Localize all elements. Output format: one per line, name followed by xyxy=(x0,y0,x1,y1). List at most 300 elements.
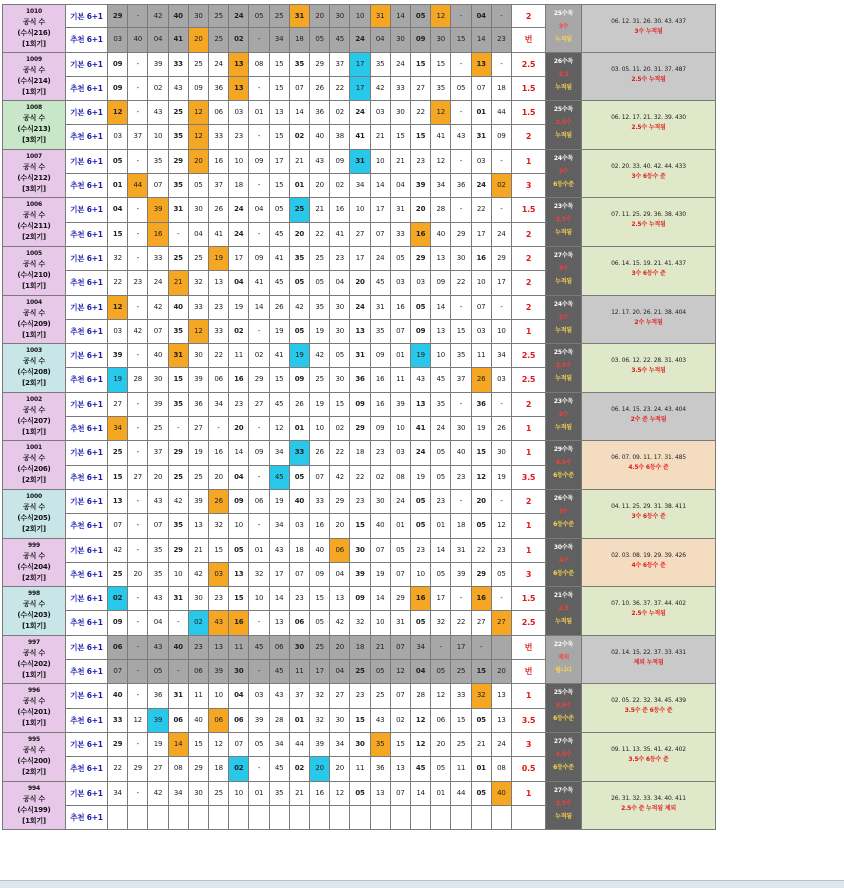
number-cell: 30 xyxy=(189,587,209,611)
number-cell: 36 xyxy=(472,393,492,417)
number-cell: 31 xyxy=(169,587,189,611)
summary-line: 27수독 xyxy=(553,738,574,745)
number-cell: 05 xyxy=(229,539,249,563)
number-cell: 15 xyxy=(209,539,229,563)
number-cell: 25 xyxy=(371,684,391,708)
number-cell: 35 xyxy=(148,150,168,174)
number-cell: 04 xyxy=(108,198,128,222)
number-cell: - xyxy=(492,393,512,417)
number-cell: 07 xyxy=(148,514,168,538)
number-cell: 37 xyxy=(128,125,148,149)
row-kind-label: 추천 6+1 xyxy=(66,514,108,538)
number-cell: 31 xyxy=(350,344,370,368)
number-cell: 03 xyxy=(229,101,249,125)
summary-line: 제외 xyxy=(557,653,570,661)
number-cell: 07 xyxy=(290,77,310,101)
number-cell: 18 xyxy=(290,28,310,52)
number-cell: 43 xyxy=(270,684,290,708)
winning-numbers: 06. 07. 09. 11. 17. 31. 485 xyxy=(611,454,686,462)
summary-cell xyxy=(546,101,582,150)
number-cell: 18 xyxy=(492,77,512,101)
draw-block xyxy=(2,393,840,442)
row-kind-label: 추천 6+1 xyxy=(66,466,108,490)
score-cell: 0.5 xyxy=(512,757,546,781)
formula-label: 공식 수 xyxy=(23,308,45,317)
note-cell xyxy=(582,441,716,490)
number-cell: 29 xyxy=(492,247,512,271)
draw-sub: (수식206) xyxy=(17,465,51,474)
winning-numbers: 03. 06. 12. 22. 28. 31. 403 xyxy=(611,357,686,365)
note-cell xyxy=(582,733,716,782)
number-cell: - xyxy=(128,441,148,465)
number-cell: 19 xyxy=(492,466,512,490)
number-cell: 14 xyxy=(411,782,431,806)
number-cell: 02 xyxy=(148,77,168,101)
number-cell: 09 xyxy=(310,563,330,587)
draw-id: 1003 xyxy=(26,347,42,355)
number-cell: 27 xyxy=(330,684,350,708)
number-cell: 43 xyxy=(148,587,168,611)
row-kind-label: 추천 6+1 xyxy=(66,806,108,830)
draw-id: 1006 xyxy=(26,201,42,209)
number-cell: - xyxy=(492,4,512,28)
number-cell: 10 xyxy=(350,198,370,222)
number-cell: 12 xyxy=(431,150,451,174)
score-cell: 2 xyxy=(512,247,546,271)
number-cell: 03 xyxy=(391,441,411,465)
number-cell: 17 xyxy=(270,150,290,174)
result-text: 3수 6등수 준 xyxy=(631,270,666,277)
number-cell: 34 xyxy=(270,514,290,538)
number-cell: 26 xyxy=(492,417,512,441)
score-cell: 번 xyxy=(512,636,546,660)
number-cell: 35 xyxy=(148,539,168,563)
note-cell xyxy=(582,782,716,831)
number-cell: 25 xyxy=(169,247,189,271)
number-cell: 09 xyxy=(350,587,370,611)
number-cell: 01 xyxy=(431,514,451,538)
formula-label: 공식 수 xyxy=(23,405,45,414)
formula-label: 공식 수 xyxy=(23,746,45,754)
number-cell: 02 xyxy=(391,709,411,733)
draw-id: 1000 xyxy=(26,493,42,500)
number-cell: - xyxy=(128,393,148,417)
number-cell: 31 xyxy=(472,125,492,149)
note-cell xyxy=(582,4,716,53)
summary-line: 3.5수 xyxy=(555,362,572,370)
number-cell: 30 xyxy=(189,344,209,368)
draw-id: 1002 xyxy=(26,395,42,403)
row-kind-label: 추천 6+1 xyxy=(66,709,108,733)
number-cell: 15 xyxy=(169,368,189,392)
number-cell: 34 xyxy=(108,782,128,806)
result-text: 2수 준 누적됨 xyxy=(630,415,667,423)
number-cell: 04 xyxy=(229,684,249,708)
number-cell: 35 xyxy=(148,563,168,587)
note-cell xyxy=(582,539,716,588)
number-cell: 44 xyxy=(451,782,471,806)
number-cell: 05 xyxy=(310,611,330,635)
number-cell: 15 xyxy=(472,441,492,465)
number-cell: 11 xyxy=(229,344,249,368)
number-cell: 07 xyxy=(148,174,168,198)
summary-line: 2.5수 xyxy=(555,119,572,127)
number-cell: 35 xyxy=(290,53,310,77)
draw-tag: [1회기] xyxy=(22,622,46,631)
number-cell: 23 xyxy=(350,684,370,708)
number-cell: 08 xyxy=(169,757,189,781)
number-cell: 25 xyxy=(270,4,290,28)
number-cell: 12 xyxy=(431,101,451,125)
number-cell: 35 xyxy=(169,514,189,538)
number-cell: 33 xyxy=(391,77,411,101)
number-cell: 40 xyxy=(128,28,148,52)
note-cell xyxy=(582,684,716,733)
winning-numbers: 02. 14. 15. 22. 37. 33. 431 xyxy=(611,648,686,656)
number-cell: 23 xyxy=(371,441,391,465)
number-cell: 17 xyxy=(270,563,290,587)
number-cell: 24 xyxy=(350,101,370,125)
number-cell: 02 xyxy=(189,611,209,635)
number-cell: - xyxy=(128,150,148,174)
result-text: 3.5수 누적됨 xyxy=(631,367,666,375)
number-cell: 33 xyxy=(310,490,330,514)
number-cell: 25 xyxy=(169,466,189,490)
number-cell: 30 xyxy=(350,539,370,563)
summary-line: 3수 xyxy=(558,508,569,515)
number-cell: 34 xyxy=(108,417,128,441)
result-text: 4수 6등수 준 xyxy=(631,561,666,569)
number-cell: 45 xyxy=(270,466,290,490)
score-cell: 1 xyxy=(512,320,546,344)
number-cell: 01 xyxy=(290,417,310,441)
number-cell: 21 xyxy=(290,150,310,174)
number-cell: 41 xyxy=(431,125,451,149)
number-cell: - xyxy=(128,198,148,222)
number-cell: 39 xyxy=(148,53,168,77)
number-cell: 07 xyxy=(391,320,411,344)
number-cell: 02 xyxy=(330,417,350,441)
number-cell xyxy=(108,806,128,830)
number-cell: 42 xyxy=(310,344,330,368)
number-cell: 10 xyxy=(492,320,512,344)
note-cell xyxy=(582,247,716,296)
draw-sub: (수식210) xyxy=(17,271,51,279)
number-cell: 18 xyxy=(229,174,249,198)
row-kind-label: 기본 6+1 xyxy=(66,441,108,465)
number-cell: 12 xyxy=(431,4,451,28)
number-cell: 25 xyxy=(108,563,128,587)
number-cell: 30 xyxy=(290,636,310,660)
draw-tag: [2회기] xyxy=(22,768,46,776)
number-cell: 25 xyxy=(189,466,209,490)
number-cell: 36 xyxy=(310,101,330,125)
number-cell: 26 xyxy=(310,441,330,465)
number-cell: 12 xyxy=(391,660,411,684)
number-cell: 03 xyxy=(209,563,229,587)
number-cell: 21 xyxy=(290,782,310,806)
row-kind-label: 추천 6+1 xyxy=(66,77,108,101)
number-cell: 15 xyxy=(270,53,290,77)
score-cell: 1 xyxy=(512,150,546,174)
number-cell: 02 xyxy=(249,344,269,368)
number-cell: 35 xyxy=(310,296,330,320)
draw-block xyxy=(2,441,840,490)
number-cell: 18 xyxy=(209,757,229,781)
draw-id: 1005 xyxy=(26,250,42,257)
number-cell: 30 xyxy=(350,733,370,757)
number-cell: 45 xyxy=(270,393,290,417)
winning-numbers: 04. 11. 25. 29. 31. 38. 411 xyxy=(611,503,686,510)
number-cell: 18 xyxy=(451,514,471,538)
number-cell: - xyxy=(128,417,148,441)
number-cell: 17 xyxy=(350,247,370,271)
result-text: 2.5수 누적됨 xyxy=(631,124,666,132)
number-cell: 05 xyxy=(391,539,411,563)
number-cell: 23 xyxy=(229,125,249,149)
number-cell: 41 xyxy=(270,344,290,368)
summary-line: 2.5 xyxy=(558,70,569,78)
summary-line: 누적됨 xyxy=(555,132,572,140)
summary-line: 2.5수 xyxy=(555,799,572,807)
number-cell: 05 xyxy=(472,709,492,733)
number-cell: 05 xyxy=(350,782,370,806)
number-cell: - xyxy=(451,393,471,417)
number-cell: - xyxy=(249,417,269,441)
number-cell: 19 xyxy=(411,344,431,368)
score-cell: 2.5 xyxy=(512,344,546,368)
number-cell: 11 xyxy=(189,684,209,708)
number-cell: 16 xyxy=(371,393,391,417)
number-cell: 06 xyxy=(270,636,290,660)
result-text: 3.5수 준 6등수 준 xyxy=(624,707,673,715)
number-cell: 40 xyxy=(169,4,189,28)
number-cell: 02 xyxy=(330,101,350,125)
number-cell: 03 xyxy=(492,368,512,392)
summary-cell xyxy=(546,490,582,539)
number-cell: 25 xyxy=(108,441,128,465)
winning-numbers: 06. 14. 15. 23. 24. 43. 404 xyxy=(611,405,686,413)
number-cell: 35 xyxy=(371,53,391,77)
number-cell: - xyxy=(492,150,512,174)
number-cell: 22 xyxy=(411,101,431,125)
number-cell: 16 xyxy=(209,441,229,465)
number-cell: 15 xyxy=(270,174,290,198)
number-cell: 29 xyxy=(310,53,330,77)
number-cell: 32 xyxy=(310,684,330,708)
draw-block xyxy=(2,296,840,345)
number-cell: 24 xyxy=(209,53,229,77)
draw-sub: (수식209) xyxy=(17,319,51,328)
number-cell: 39 xyxy=(108,344,128,368)
number-cell: 16 xyxy=(371,368,391,392)
number-cell: 30 xyxy=(371,490,391,514)
summary-line: 누적됨 xyxy=(555,326,572,334)
draw-id: 999 xyxy=(28,541,40,549)
number-cell: 15 xyxy=(411,125,431,149)
summary-line: 25수독 xyxy=(553,349,574,357)
number-cell: 20 xyxy=(209,466,229,490)
number-cell: 01 xyxy=(108,174,128,198)
number-cell: 06 xyxy=(431,709,451,733)
number-cell: 15 xyxy=(411,53,431,77)
result-text: 2수 누적됨 xyxy=(634,318,663,326)
draw-tag: [1회기] xyxy=(22,282,46,290)
number-cell: 19 xyxy=(209,247,229,271)
draw-sub: (수식204) xyxy=(17,562,51,571)
draw-tag: [3회기] xyxy=(22,184,46,193)
note-cell xyxy=(582,587,716,636)
draw-tag: [1회기] xyxy=(22,719,46,728)
number-cell: 06 xyxy=(209,101,229,125)
number-cell: 21 xyxy=(169,271,189,295)
summary-cell xyxy=(546,344,582,393)
number-cell: 35 xyxy=(290,247,310,271)
number-cell: 13 xyxy=(209,636,229,660)
number-cell: 36 xyxy=(189,393,209,417)
number-cell: 10 xyxy=(229,514,249,538)
number-cell: 22 xyxy=(108,757,128,781)
number-cell: 24 xyxy=(371,247,391,271)
number-cell: 07 xyxy=(391,782,411,806)
number-cell: 05 xyxy=(148,660,168,684)
number-cell: 30 xyxy=(330,709,350,733)
number-cell: 11 xyxy=(472,344,492,368)
number-cell: 22 xyxy=(108,271,128,295)
number-cell: 05 xyxy=(249,733,269,757)
summary-cell xyxy=(546,539,582,588)
number-cell: - xyxy=(472,636,492,660)
number-cell: 07 xyxy=(472,296,492,320)
summary-cell xyxy=(546,782,582,831)
number-cell: 33 xyxy=(169,53,189,77)
number-cell: 05 xyxy=(431,466,451,490)
row-kind-label: 추천 6+1 xyxy=(66,174,108,198)
summary-line: 6등수준 xyxy=(553,715,574,723)
number-cell: 36 xyxy=(209,77,229,101)
number-cell: - xyxy=(249,514,269,538)
number-cell: 14 xyxy=(290,101,310,125)
number-cell: 34 xyxy=(350,174,370,198)
number-cell xyxy=(492,636,512,660)
number-cell: 13 xyxy=(270,611,290,635)
row-kind-label: 기본 6+1 xyxy=(66,344,108,368)
row-kind-label: 기본 6+1 xyxy=(66,587,108,611)
number-cell: 05 xyxy=(431,757,451,781)
number-cell: 41 xyxy=(209,223,229,247)
draw-tag: [1회기] xyxy=(22,670,46,679)
number-cell: - xyxy=(128,611,148,635)
draw-sub: (수식202) xyxy=(17,659,51,668)
number-cell: 31 xyxy=(371,296,391,320)
number-cell: 29 xyxy=(169,539,189,563)
number-cell: - xyxy=(128,296,148,320)
horizontal-scrollbar[interactable] xyxy=(0,880,844,888)
summary-line: 누적됨 xyxy=(555,83,572,91)
number-cell: 44 xyxy=(492,101,512,125)
number-cell: 20 xyxy=(492,660,512,684)
number-cell: 30 xyxy=(451,247,471,271)
formula-label: 공식 수 xyxy=(23,551,45,560)
number-cell: 25 xyxy=(189,247,209,271)
number-cell: 25 xyxy=(209,782,229,806)
number-cell: 05 xyxy=(249,4,269,28)
draw-sub: (수식212) xyxy=(17,173,51,182)
number-cell: 25 xyxy=(350,660,370,684)
number-cell: 25 xyxy=(310,247,330,271)
score-cell: 2.5 xyxy=(512,611,546,635)
number-cell: 28 xyxy=(431,198,451,222)
number-cell: 27 xyxy=(350,223,370,247)
number-cell: 35 xyxy=(431,393,451,417)
number-cell: 30 xyxy=(229,660,249,684)
number-cell: 16 xyxy=(229,611,249,635)
draw-block xyxy=(2,636,840,685)
number-cell: 20 xyxy=(189,150,209,174)
number-cell: 35 xyxy=(270,782,290,806)
number-cell: 12 xyxy=(108,101,128,125)
number-cell: 02 xyxy=(108,587,128,611)
number-cell xyxy=(330,806,350,830)
number-cell: 25 xyxy=(451,660,471,684)
number-cell: 12 xyxy=(128,709,148,733)
number-cell: 12 xyxy=(189,125,209,149)
number-cell: 10 xyxy=(310,417,330,441)
number-cell: 32 xyxy=(431,611,451,635)
number-cell: - xyxy=(169,611,189,635)
number-cell xyxy=(431,806,451,830)
draw-id: 1010 xyxy=(26,8,42,15)
row-kind-label: 기본 6+1 xyxy=(66,393,108,417)
score-cell: 2 xyxy=(512,296,546,320)
number-cell: 30 xyxy=(492,441,512,465)
score-cell: 1 xyxy=(512,441,546,465)
number-cell: 16 xyxy=(472,587,492,611)
number-cell: 02 xyxy=(229,320,249,344)
number-cell: 20 xyxy=(310,757,330,781)
summary-line: 4.5수 xyxy=(555,459,572,467)
number-cell: 08 xyxy=(391,466,411,490)
draw-block xyxy=(2,684,840,733)
number-cell: 03 xyxy=(108,125,128,149)
number-cell: 27 xyxy=(492,611,512,635)
number-cell: 31 xyxy=(371,4,391,28)
number-cell: 29 xyxy=(350,417,370,441)
number-cell: 19 xyxy=(290,344,310,368)
row-kind-label: 기본 6+1 xyxy=(66,4,108,28)
number-cell: 15 xyxy=(350,514,370,538)
number-cell: 01 xyxy=(290,709,310,733)
number-cell: 26 xyxy=(310,77,330,101)
number-cell: 29 xyxy=(249,368,269,392)
number-cell: 39 xyxy=(350,563,370,587)
number-cell: 30 xyxy=(189,198,209,222)
number-cell: 28 xyxy=(128,368,148,392)
summary-line: 누적됨 xyxy=(555,278,572,285)
winning-numbers: 02. 03. 08. 19. 29. 39. 426 xyxy=(611,551,686,559)
draw-id: 1008 xyxy=(26,104,42,112)
number-cell: 13 xyxy=(229,563,249,587)
number-cell: - xyxy=(169,417,189,441)
summary-line: 6등수준 xyxy=(553,764,574,771)
number-cell xyxy=(411,806,431,830)
number-cell: 09 xyxy=(431,271,451,295)
number-cell: 10 xyxy=(229,150,249,174)
number-cell: 25 xyxy=(209,28,229,52)
draw-id: 1004 xyxy=(26,298,42,306)
number-cell: 29 xyxy=(391,587,411,611)
number-cell: 15 xyxy=(391,733,411,757)
